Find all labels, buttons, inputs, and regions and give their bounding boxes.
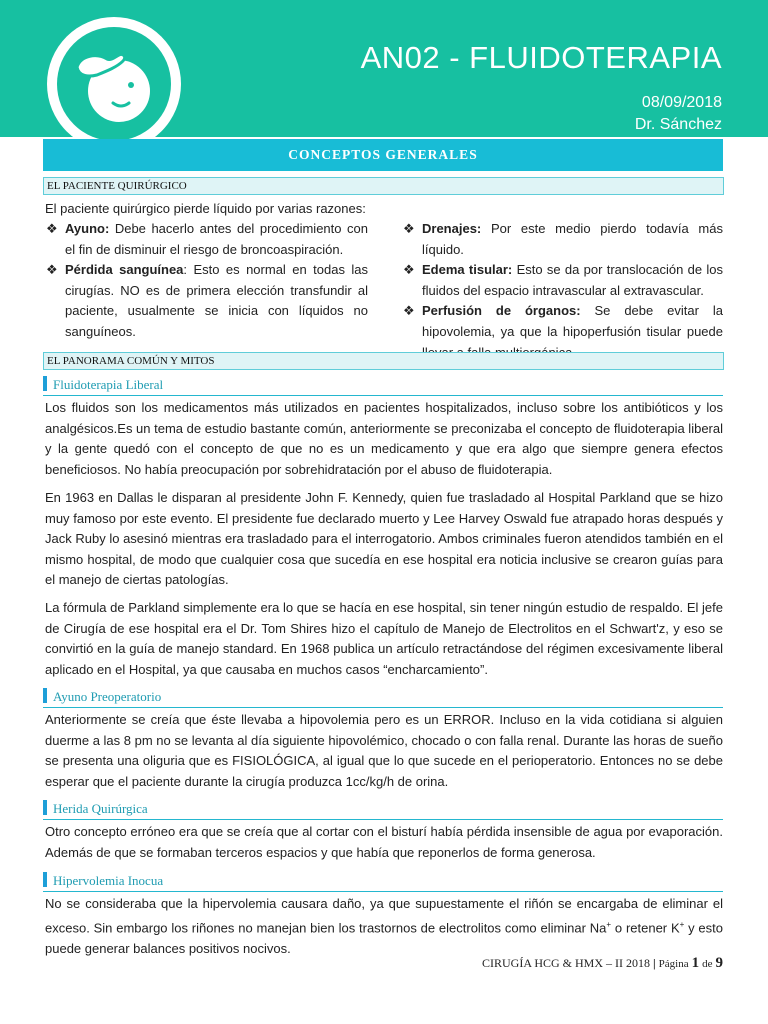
paragraph-1: Los fluidos son los medicamentos más utilizados en pacientes hospitalizados, incluso sobre los antibióticos y los analgésicos.Es un tema de estudio bastante común, anteriormente se preconizaba el concepto de fluidoterapia liberal y la gente quedó con el concepto de que no es un medicamento y que era algo que siempre genera efectos beneficiosos. No había preocupación por sobrehidratación por el abuso de fluidoterapia. [45,400,723,477]
accent-bar [43,872,47,887]
diamond-bullet-icon: ❖ [403,262,415,278]
patient-head-icon [57,27,171,141]
list-text: : Esto es normal en todas las cirugías. NO es de primera elección transfundir al paciente, usualmente se inicia con líquidos no sanguíneos. [65,262,368,339]
s1-intro: El paciente quirúrgico pierde líquido por varias razones: [45,201,366,216]
list-text: Debe hacerlo antes del procedimiento con el fin de disminuir el riesgo de broncoaspiración. [65,221,368,257]
diamond-bullet-icon: ❖ [403,303,415,319]
paragraph-4: Anteriormente se creía que éste llevaba a hipovolemia pero es un ERROR. Incluso en la vida cotidiana si alguien duerme a las 8 pm no se levanta al día siguiente hipovolémico, chocado o con falla renal. Durante las horas de sueño se presenta una oliguria que es FISIOLÓGICA, al igual que lo que sucede en el perioperatorio. Entonces no se debe esperar que el paciente durante la cirugía produzca 1cc/kg/h de orina. [45,712,723,789]
paragraph-2: En 1963 en Dallas le disparan al presidente John F. Kennedy, quien fue trasladado al Hospital Parkland que se hizo muy famoso por este evento. El presidente fue declarado muerto y Lee Harvey Oswald fue atrapado horas después y Jack Ruby lo asesinó mientras era trasladado para el interrogatorio. Ambos criminales fueron atendidos también en el mismo hospital, de modo que cualquier cosa que sucedía en ese hospital era noticia inclusive se crearon guías para el manejo de ciertas patologías. [45,490,723,588]
list-item [45,260,368,342]
accent-bar [43,688,47,703]
section-heading-paciente: EL PACIENTE QUIRÚRGICO [43,177,724,195]
list-item [402,260,723,301]
subheading-ayuno: Ayuno Preoperatorio [43,687,723,708]
paragraph-3: La fórmula de Parkland simplemente era lo que se hacía en ese hospital, sin tener ningún estudio de respaldo. El jefe de Cirugía de ese hospital era el Dr. Tom Shires hizo el capítulo de Manejo de Electrolitos en el Schwart'z, y eso se convirtió en la guía de manejo standard. En 1968 publica un artículo retractándose del régimen excesivamente liberal aplicado en el Hospital, ya que causaba en muchos casos “encharcamiento”. [45,600,723,677]
paragraph-6: No se consideraba que la hipervolemia causara daño, ya que supuestamente el riñón se encargaba de eliminar el exceso. Sin embargo los riñones no manejan bien los trastornos de electrolitos como eliminar Na+ o retener K+ y esto puede generar balances positivos nocivos. [45,896,723,956]
diamond-bullet-icon: ❖ [46,262,58,278]
document-date: 08/09/2018 [641,94,722,111]
subheading-herida: Herida Quirúrgica [43,799,723,820]
s1-left-list [45,219,368,343]
accent-bar [43,376,47,391]
list-term: Pérdida sanguínea [65,262,184,278]
logo [47,17,181,151]
list-text: Se debe evitar la hipovolemia, ya que la hipoperfusión tisular puede [422,303,723,339]
paragraph-5: Otro concepto erróneo era que se creía que al cortar con el bisturí había pérdida insensible de agua por evaporación. Además de que se formaban terceros espacios y que había que reponerlos de forma generosa. [45,824,723,860]
accent-bar [43,800,47,815]
page-total: 9 [715,955,723,971]
list-item [45,219,368,260]
page-number: 1 [691,955,700,971]
list-term: Edema tisular: [422,262,513,278]
document-title: AN02 - FLUIDOTERAPIA [360,40,722,75]
diamond-bullet-icon: ❖ [403,221,415,236]
footer-separator: | [653,956,656,970]
document-author: Dr. Sánchez [634,116,722,133]
section-banner: CONCEPTOS GENERALES [43,139,723,171]
subheading-hipervolemia: Hipervolemia Inocua [43,871,723,892]
footer-of-word: de [702,958,713,970]
footer-course: CIRUGÍA HCG & HMX – II 2018 [482,956,650,970]
list-item [402,219,723,260]
s1-right-list [402,219,723,363]
list-text: Esto se da por translocación de los fluidos del espacio intravascular al extravascular. [422,262,724,298]
list-term: Ayuno: [65,221,110,236]
page-footer [482,955,723,972]
list-term: Drenajes: [422,221,482,236]
diamond-bullet-icon: ❖ [46,221,58,236]
section-heading-panorama: EL PANORAMA COMÚN Y MITOS [43,352,724,370]
subheading-fluidoterapia-liberal: Fluidoterapia Liberal [43,375,723,396]
list-text: Por este medio pierdo todavía más líquido. [422,221,723,257]
list-term: Perfusión de órganos: [422,303,581,319]
footer-page-word: Página [658,958,689,970]
